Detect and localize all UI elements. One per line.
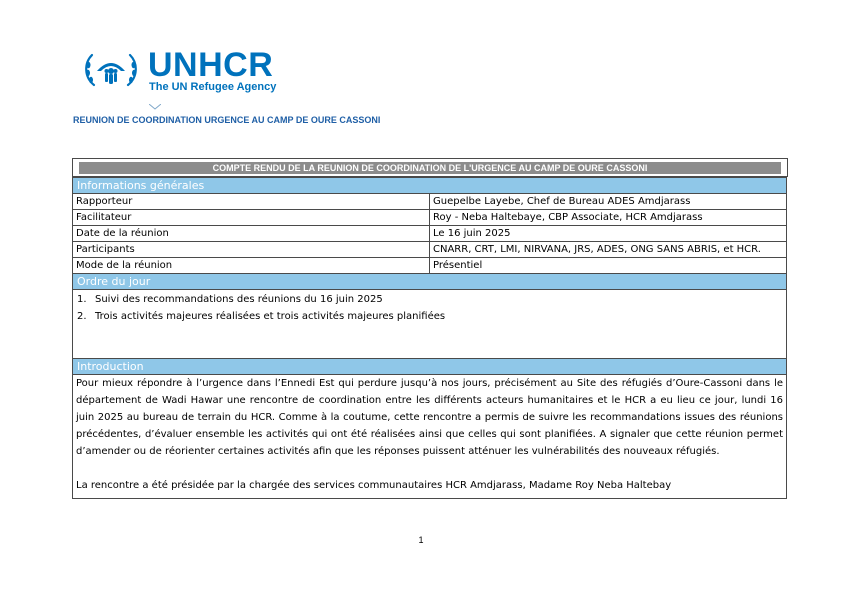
- row-label: Mode de la réunion: [73, 258, 430, 274]
- section-row: [73, 178, 787, 194]
- row-label: Facilitateur: [73, 210, 430, 226]
- checkmark-icon: [149, 104, 161, 110]
- page-number: 1: [418, 535, 424, 545]
- row-label: Rapporteur: [73, 194, 430, 210]
- table-row: [73, 194, 787, 210]
- meeting-heading: REUNION DE COORDINATION URGENCE AU CAMP DE OURE CASSONI: [73, 115, 381, 125]
- section-heading-agenda: Ordre du jour: [73, 274, 787, 290]
- row-value: Le 16 juin 2025: [430, 226, 787, 242]
- list-item: [76, 291, 783, 308]
- row-value: Roy - Neba Haltebaye, CBP Associate, HCR Amdjarass: [430, 210, 787, 226]
- introduction-paragraph: Pour mieux répondre à l’urgence dans l’Ennedi Est qui perdure jusqu’à nos jours, précisément au Site des réfugiés d’Oure-Cassoni dans le département de Wadi Hawar une rencontre de coordination entre les différents acteurs humanitaires et le HCR a eu lieu ce jour, lundi 16 juin 2025 au bureau de terrain du HCR. Comme à la coutume, cette rencontre a permis de suivre les recommandations issues des réunions précédentes, d’évaluer ensemble les activités qui ont été réalisées ainsi que celles qui sont planifiées. A signaler que cette réunion permet d’amender ou de réorienter certaines activités afin que les réponses puissent atténuer les vulnérabilités des nouveaux réfugiés.: [76, 378, 783, 457]
- table-row: [73, 210, 787, 226]
- section-heading-general-info: Informations générales: [73, 178, 787, 194]
- table-row: [73, 375, 787, 499]
- meeting-report: [72, 158, 788, 499]
- table-row: [73, 258, 787, 274]
- agenda-number: 1.: [77, 294, 87, 305]
- report-table: [72, 177, 787, 499]
- section-heading-introduction: Introduction: [73, 359, 787, 375]
- report-title: COMPTE RENDU DE LA REUNION DE COORDINATION DE L'URGENCE AU CAMP DE OURE CASSONI: [79, 162, 781, 174]
- section-row: [73, 359, 787, 375]
- section-row: [73, 274, 787, 290]
- row-value: Présentiel: [430, 258, 787, 274]
- table-row: [73, 290, 787, 359]
- row-label: Participants: [73, 242, 430, 258]
- unhcr-logo: [80, 48, 276, 93]
- agenda-text: Suivi des recommandations des réunions du 16 juin 2025: [95, 294, 383, 305]
- report-title-box: [72, 158, 788, 177]
- list-item: [76, 308, 783, 325]
- table-row: [73, 226, 787, 242]
- agenda-list: [73, 290, 787, 359]
- logo-tagline: The UN Refugee Agency: [149, 81, 277, 93]
- agenda-text: Trois activités majeures réalisées et trois activités majeures planifiées: [95, 311, 446, 322]
- table-row: [73, 242, 787, 258]
- unhcr-emblem-icon: [80, 51, 142, 91]
- introduction-paragraph: La rencontre a été présidée par la chargée des services communautaires HCR Amdjarass, Madame Roy Neba Haltebay: [76, 480, 672, 491]
- introduction-body: [73, 375, 787, 499]
- agenda-number: 2.: [77, 311, 87, 322]
- row-value: CNARR, CRT, LMI, NIRVANA, JRS, ADES, ONG SANS ABRIS, et HCR.: [430, 242, 787, 258]
- row-label: Date de la réunion: [73, 226, 430, 242]
- row-value: Guepelbe Layebe, Chef de Bureau ADES Amdjarass: [430, 194, 787, 210]
- logo-name: UNHCR: [148, 46, 274, 84]
